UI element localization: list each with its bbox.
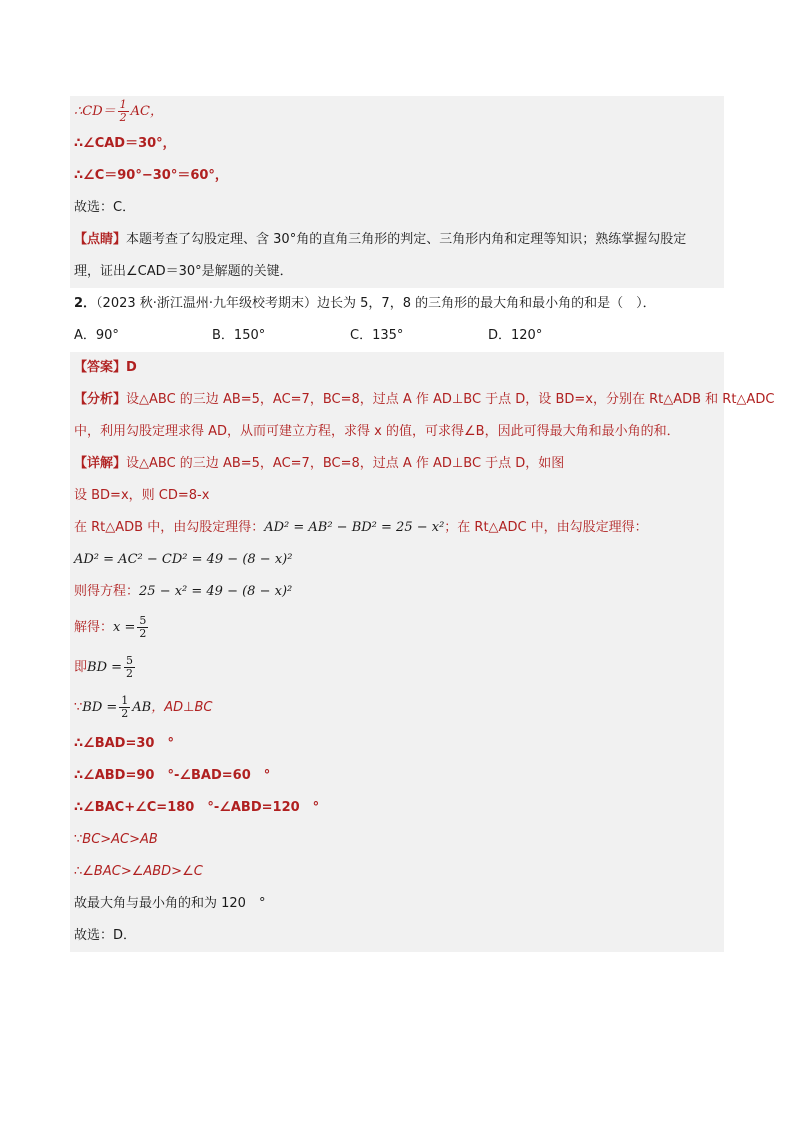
text: ∴CD＝ [74, 104, 116, 119]
fraction [119, 695, 130, 720]
analysis-tag: 【分析】 [74, 392, 127, 407]
denominator: 2 [139, 627, 147, 640]
text: 设△ABC 的三边 AB=5，AC=7，BC=8，过点 A 作 AD⊥BC 于点 D，设 BD=x，分别在 Rt△ADB 和 Rt△ADC [126, 392, 775, 407]
denominator: 2 [126, 667, 134, 680]
detail-line-5 [70, 576, 724, 608]
text: ∴∠BAD=30 ° [74, 736, 174, 751]
denominator: 2 [119, 111, 127, 124]
answer-line [70, 352, 724, 384]
text: 本题考查了勾股定理、含 30°角的直角三角形的判定、三角形内角和定理等知识；熟练掌握勾股定 [126, 232, 687, 247]
text: 设 BD=x，则 CD=8-x [74, 488, 210, 503]
equation: BD = [82, 700, 118, 715]
numerator: 5 [126, 654, 134, 667]
detail-line-2 [70, 480, 724, 512]
detail-line-13 [70, 856, 724, 888]
text: ∴∠ABD=90 °-∠BAD=60 ° [74, 768, 271, 783]
text: 故选：C． [74, 200, 136, 215]
option-d: D．120° [488, 328, 543, 343]
equation: 25 − x² = 49 − (8 − x)² [139, 584, 293, 599]
question-options [70, 320, 724, 352]
option-b: B．150° [212, 328, 266, 343]
equation: AD² = AC² − CD² = 49 − (8 − x)² [74, 552, 293, 567]
equation: BD = [87, 660, 123, 675]
equation: AD² = AB² − BD² = 25 − x² [264, 520, 445, 535]
text: ∵BC>AC>AB [74, 832, 158, 847]
solution-line-cd [70, 96, 724, 128]
detail-line-11 [70, 792, 724, 824]
remark-line-2 [70, 256, 724, 288]
text: 故选：D． [74, 928, 137, 943]
solution-line-angle-c [70, 160, 724, 192]
solution-line-angle-cad [70, 128, 724, 160]
numerator: 1 [119, 98, 127, 111]
remark-line-1 [70, 224, 724, 256]
equation: x = [113, 620, 136, 635]
text: ；在 Rt△ADC 中，由勾股定理得： [444, 520, 648, 535]
fraction [124, 655, 135, 680]
solution-choice [70, 192, 724, 224]
remark-tag: 【点睛】 [74, 232, 127, 247]
text: 即 [74, 660, 88, 675]
text: 中，利用勾股定理求得 AD，从而可建立方程，求得 x 的值，可求得∠B，因此可得最大角和最小角的和． [74, 424, 680, 439]
text: ∴∠BAC+∠C=180 °-∠ABD=120 ° [74, 800, 320, 815]
text: ，AD⊥BC [151, 700, 213, 715]
detail-line-6 [70, 608, 724, 648]
question-source: （2023 秋·浙江温州·九年级校考期末） [96, 296, 318, 311]
question-number: 2． [74, 296, 97, 311]
text: ∴∠C＝90°−30°＝60°， [74, 168, 228, 183]
analysis-line-2 [70, 416, 724, 448]
analysis-line-1 [70, 384, 775, 416]
answer-tag: 【答案】 [74, 360, 127, 375]
detail-line-8 [70, 688, 724, 728]
detail-line-10 [70, 760, 724, 792]
detail-line-4 [70, 544, 724, 576]
text: 解得： [74, 620, 114, 635]
text: 在 Rt△ADB 中，由勾股定理得： [74, 520, 265, 535]
detail-tag: 【详解】 [74, 456, 127, 471]
detail-line-15 [70, 920, 724, 952]
question-2 [70, 288, 724, 320]
text: ∵ [74, 700, 83, 715]
numerator: 5 [139, 614, 147, 627]
numerator: 1 [121, 694, 129, 707]
detail-line-7 [70, 648, 724, 688]
fraction [137, 615, 148, 640]
option-a: A．90° [74, 328, 119, 343]
document-page [70, 96, 775, 952]
fraction [118, 99, 129, 124]
detail-line-14 [70, 888, 724, 920]
detail-line-9 [70, 728, 724, 760]
question-text: 边长为 5，7，8 的三角形的最大角和最小角的和是（ ）． [317, 296, 656, 311]
text: ∴∠CAD＝30°， [74, 136, 176, 151]
answer-value: D [126, 360, 137, 375]
detail-line-1 [70, 448, 724, 480]
text: 故最大角与最小角的和为 120 ° [74, 896, 266, 911]
text: 则得方程： [74, 584, 140, 599]
detail-line-12 [70, 824, 724, 856]
option-c: C．135° [350, 328, 404, 343]
text: 理，证出∠CAD＝30°是解题的关键． [74, 264, 293, 279]
text: ∴∠BAC>∠ABD>∠C [74, 864, 203, 879]
equation: AB [132, 700, 152, 715]
text: 设△ABC 的三边 AB=5，AC=7，BC=8，过点 A 作 AD⊥BC 于点 D，如图 [126, 456, 565, 471]
detail-line-3 [70, 512, 724, 544]
text: AC， [130, 104, 163, 119]
denominator: 2 [121, 707, 129, 720]
